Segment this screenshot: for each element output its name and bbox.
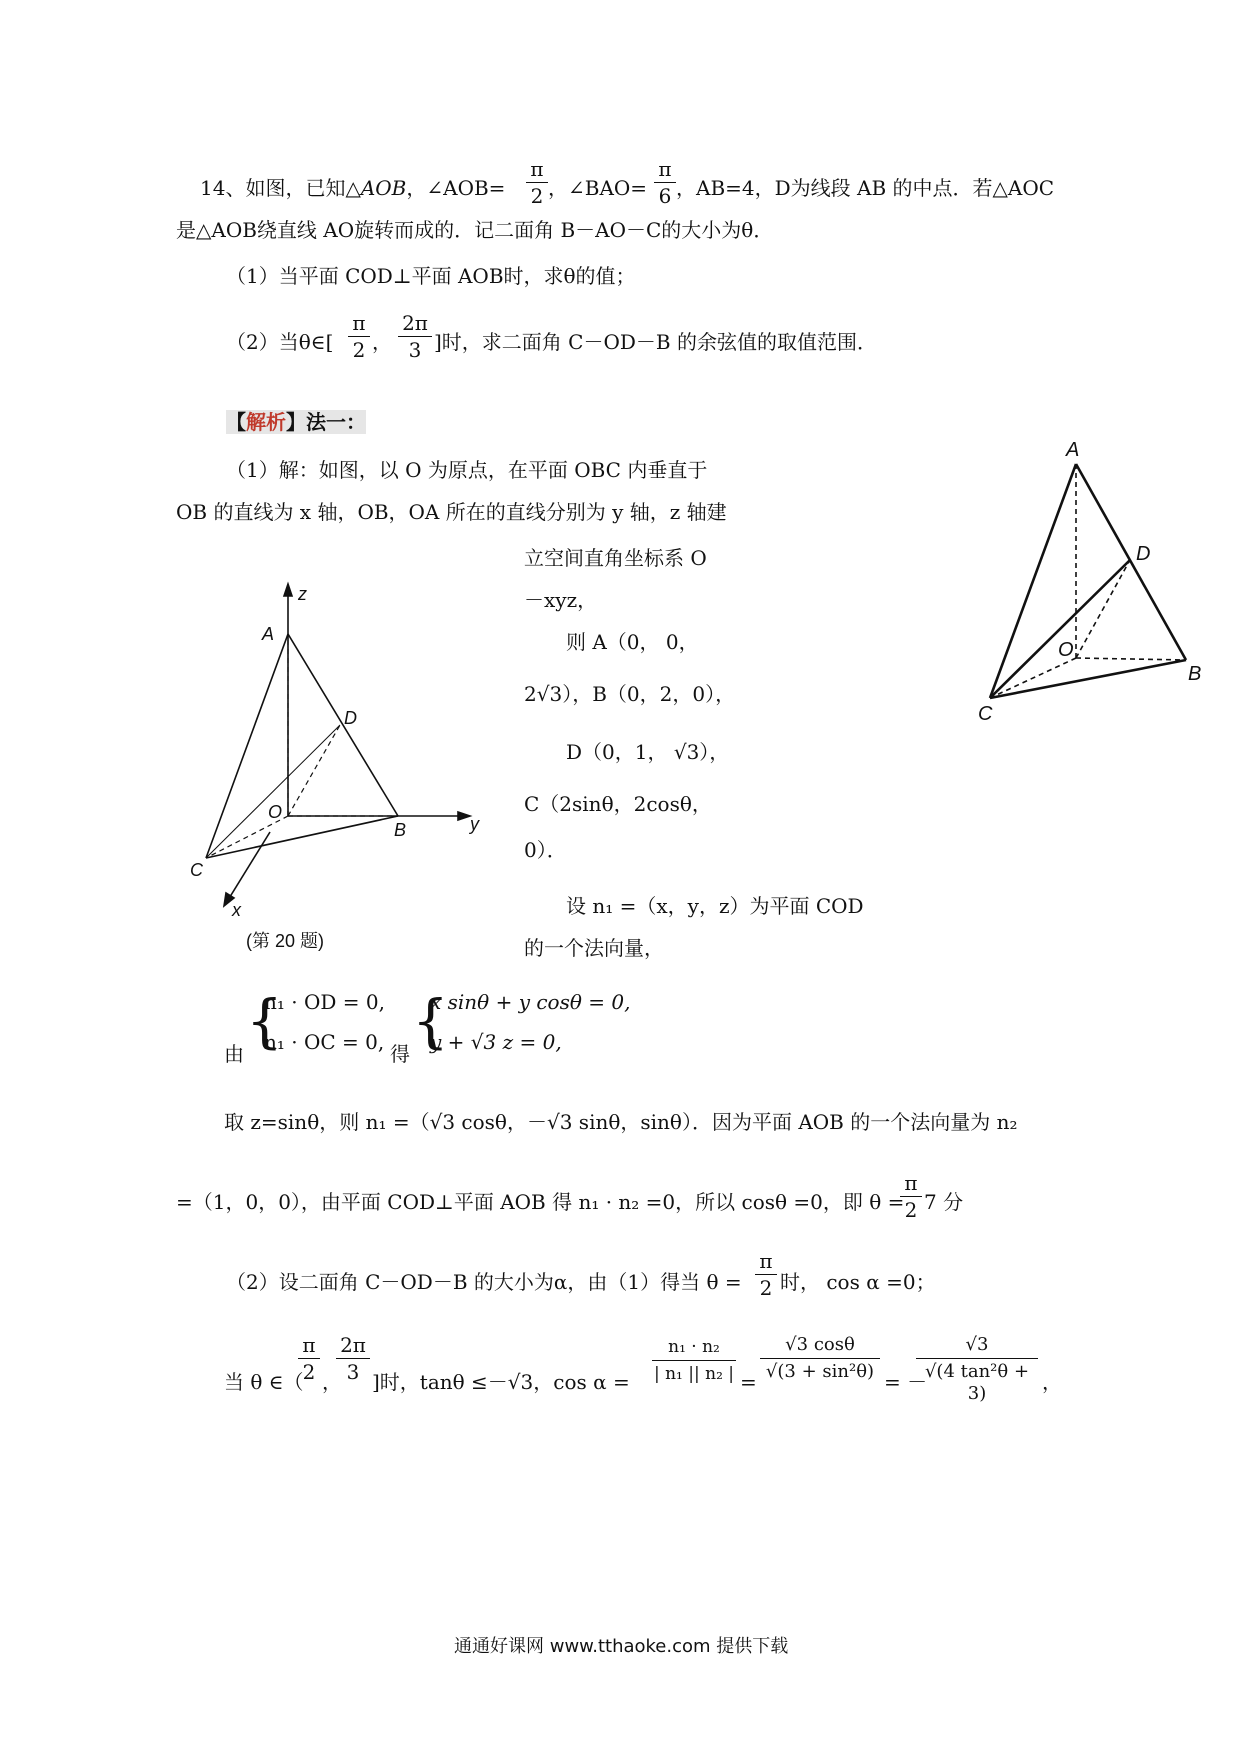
frac-num: n₁ · n₂	[668, 1337, 720, 1357]
problem-line-1	[200, 176, 505, 200]
label-D: D	[344, 708, 357, 728]
solution-header	[226, 410, 366, 434]
solution-line: OB 的直线为 x 轴，OB，OA 所在的直线分别为 y 轴，z 轴建	[176, 500, 727, 524]
frac-num: π	[352, 311, 366, 335]
edge-CB	[990, 660, 1186, 698]
edge-CD	[990, 560, 1130, 698]
fraction-cos-alpha-2	[760, 1334, 880, 1383]
label-by: 由	[224, 1042, 244, 1066]
fraction-2pi-over-3	[398, 312, 432, 361]
edge-OD-dashed	[1076, 560, 1130, 658]
frac-num: 2π	[340, 1333, 366, 1357]
solution-line: 立空间直角坐标系 O	[524, 546, 707, 570]
frac-num: √3 cosθ	[785, 1334, 855, 1355]
fraction-pi-over-2	[526, 158, 548, 207]
frac-den: √(3 + sin²θ)	[765, 1361, 875, 1382]
label-C: C	[978, 703, 993, 725]
edge-OB-dashed	[1076, 658, 1186, 660]
figure-caption: (第 20 题)	[246, 931, 325, 951]
frac-den: 3	[408, 338, 422, 362]
frac-num: π	[904, 1171, 918, 1195]
label-get: 得	[390, 1042, 410, 1066]
frac-num: √3	[965, 1334, 989, 1355]
frac-den: 6	[658, 184, 672, 208]
brace-left-system-1: {	[246, 987, 283, 1055]
question-2-start: （2）当θ∈[	[226, 330, 334, 354]
fraction-pi-over-2	[298, 1334, 320, 1383]
frac-num: π	[759, 1249, 773, 1273]
frac-den: 2	[904, 1198, 918, 1222]
edge-AC	[206, 634, 288, 858]
comma: ，	[372, 330, 392, 354]
fraction-pi-over-2	[348, 312, 370, 361]
solution-part2-line1-end: 时， cos α =0；	[780, 1270, 936, 1294]
fraction-pi-over-2	[755, 1250, 777, 1299]
score: 7 分	[924, 1190, 964, 1214]
edge-AC	[990, 464, 1076, 698]
edge-CD	[206, 725, 340, 858]
edge-CB	[206, 816, 398, 858]
label-C: C	[190, 860, 203, 880]
fraction-pi-over-6	[654, 158, 676, 207]
comma: ，	[322, 1370, 342, 1394]
solution-take-line: 取 z=sinθ，则 n₁ =（√3 cosθ，－√3 sinθ，sinθ）．因为平面 AOB 的一个法向量为 n₂	[224, 1110, 1018, 1134]
label-A: A	[262, 624, 275, 644]
solution-line: 设 n₁ =（x，y，z）为平面 COD	[566, 894, 864, 918]
y-arrow	[458, 812, 470, 820]
label-x: x	[232, 900, 241, 920]
problem-ab: ，AB=4，D为线段 AB 的中点．若△AOC	[676, 176, 1055, 200]
label-D: D	[1136, 543, 1151, 565]
label-B: B	[394, 820, 407, 840]
method-label: 法一：	[306, 410, 366, 434]
system-2-eq-2: y + √3 z = 0,	[430, 1030, 562, 1054]
z-arrow	[284, 584, 292, 596]
solution-line: （1）解：如图，以 O 为原点，在平面 OBC 内垂直于	[226, 458, 708, 482]
label-A: A	[1066, 439, 1080, 461]
solution-header-box	[226, 410, 366, 434]
system-1-eq-1: n₁ · OD = 0,	[264, 990, 385, 1014]
frac-num: 2π	[402, 311, 428, 335]
frac-den: 2	[530, 184, 544, 208]
solution-line: 的一个法向量，	[524, 936, 664, 960]
fraction-cos-alpha-3	[916, 1334, 1038, 1405]
bracket: 【	[226, 410, 246, 434]
analysis-label: 解析	[246, 410, 286, 434]
solution-part2-line1: （2）设二面角 C－OD－B 的大小为α，由（1）得当 θ =	[226, 1270, 742, 1294]
solution-part2-line2-mid: ]时，tanθ ≤－√3，cos α =	[372, 1370, 630, 1394]
brace-left-system-2: {	[412, 987, 449, 1055]
system-1-eq-2: n₁ · OC = 0,	[264, 1030, 385, 1054]
frac-num: π	[530, 157, 544, 181]
frac-den: 3	[346, 1360, 360, 1384]
solution-line: －xyz，	[524, 588, 598, 612]
solution-line: 2√3），B（0，2，0），	[524, 682, 736, 706]
fraction-pi-over-2	[900, 1172, 922, 1221]
label-y: y	[470, 814, 479, 834]
problem-text: AOB	[360, 176, 407, 200]
frac-den: 2	[759, 1276, 773, 1300]
frac-num: π	[302, 1333, 316, 1357]
problem-line-2: 是△AOB绕直线 AO旋转而成的．记二面角 B－AO－C的大小为θ．	[176, 218, 774, 242]
edge-AB	[288, 634, 398, 816]
equals-negative: = －	[884, 1370, 928, 1394]
solution-line: C（2sinθ，2cosθ，	[524, 792, 712, 816]
edge-OD-dashed	[288, 725, 340, 816]
fraction-cos-alpha-1	[652, 1336, 736, 1385]
fraction-2pi-over-3	[336, 1334, 370, 1383]
footer-text: 通通好课网 www.tthaoke.com 提供下载	[454, 1636, 789, 1657]
x-axis	[228, 832, 270, 900]
problem-angle-bao: ，∠BAO=	[548, 176, 648, 200]
problem-text: 14、如图，已知△	[200, 176, 361, 200]
label-O: O	[268, 802, 283, 822]
solution-normal2-line: =（1，0，0），由平面 COD⊥平面 AOB 得 n₁ · n₂ =0，所以 cosθ =0，即 θ =	[176, 1190, 905, 1214]
frac-den: √(4 tan²θ + 3)	[924, 1361, 1030, 1404]
solution-line: 则 A（0， 0，	[566, 630, 699, 654]
edge-AB	[1076, 464, 1186, 660]
frac-den: 2	[352, 338, 366, 362]
solution-part2-line2-start: 当 θ ∈（	[224, 1370, 304, 1394]
label-O: O	[1058, 639, 1074, 661]
frac-num: π	[658, 157, 672, 181]
label-B: B	[1188, 663, 1202, 685]
frac-den: | n₁ || n₂ |	[653, 1364, 735, 1384]
equals-sign: =	[740, 1370, 757, 1394]
problem-text: ，∠AOB=	[406, 176, 506, 200]
label-z: z	[298, 584, 307, 604]
bracket: 】	[286, 410, 306, 434]
tetrahedron-figure	[960, 430, 1210, 730]
solution-line: D（0，1， √3），	[566, 740, 730, 764]
system-2-eq-1: x sinθ + y cosθ = 0,	[430, 990, 631, 1014]
tail-comma: ，	[1042, 1370, 1062, 1394]
question-1: （1）当平面 COD⊥平面 AOB时，求θ的值；	[226, 264, 636, 288]
question-2-end: ]时，求二面角 C－OD－B 的余弦值的取值范围．	[434, 330, 877, 354]
frac-den: 2	[302, 1360, 316, 1384]
solution-line: 0）．	[524, 838, 567, 862]
coordinate-figure	[180, 570, 500, 970]
